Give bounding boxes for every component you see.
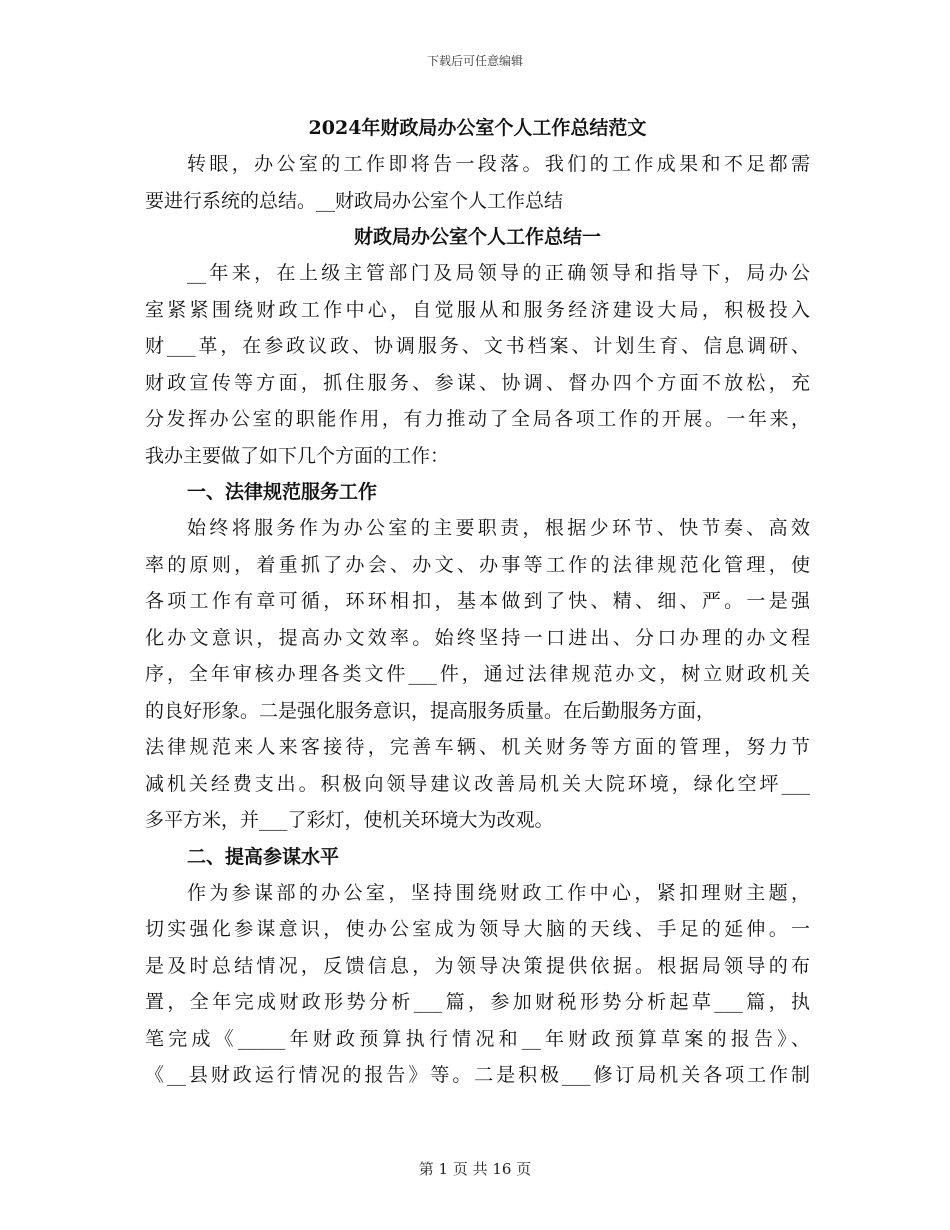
paragraph-line: 财___革，在参政议政、协调服务、文书档案、计划生育、信息调研、: [145, 335, 810, 357]
paragraph-line: 是及时总结情况，反馈信息，为领导决策提供依据。根据局领导的布: [145, 954, 810, 977]
paragraph-line: 法律规范来人来客接待，完善车辆、机关财务等方面的管理，努力节: [145, 736, 810, 758]
document-title: 2024年财政局办公室个人工作总结范文: [308, 117, 647, 139]
page-header-note: 下载后可任意编辑: [426, 54, 523, 68]
section-heading: 一、法律规范服务工作: [187, 481, 378, 503]
intro-line: 要进行系统的总结。__财政局办公室个人工作总结: [145, 189, 564, 212]
paragraph-line: 化办文意识，提高办文效率。始终坚持一口进出、分口办理的办文程: [145, 626, 810, 649]
paragraph-line: 作为参谋部的办公室，坚持围绕财政工作中心，紧扣理财主题，: [187, 881, 810, 904]
paragraph-line: 始终将服务作为办公室的主要职责，根据少环节、快节奏、高效: [187, 517, 810, 539]
paragraph-line: 置，全年完成财政形势分析___篇，参加财税形势分析起草___篇，执: [145, 991, 810, 1013]
paragraph-line: 财政宣传等方面，抓住服务、参谋、协调、督办四个方面不放松，充: [145, 371, 810, 394]
paragraph-line: 的良好形象。二是强化服务意识，提高服务质量。在后勤服务方面，: [145, 699, 716, 722]
paragraph-line: 分发挥办公室的职能作用，有力推动了全局各项工作的开展。一年来，: [145, 408, 810, 430]
paragraph-line: 室紧紧围绕财政工作中心，自觉服从和服务经济建设大局，积极投入: [145, 298, 810, 321]
paragraph-line: 多平方米，并___了彩灯，使机关环境大为改观。: [145, 809, 554, 831]
document-subtitle: 财政局办公室个人工作总结一: [353, 226, 601, 248]
paragraph-line: 率的原则，着重抓了办会、办文、办事等工作的法律规范化管理，使: [145, 553, 810, 576]
paragraph-line: 序，全年审核办理各类文件___件，通过法律规范办文，树立财政机关: [145, 663, 810, 685]
paragraph-line: __年来，在上级主管部门及局领导的正确领导和指导下，局办公: [187, 262, 810, 284]
document-body: [145, 110, 810, 1094]
paragraph-line: 我办主要做了如下几个方面的工作：: [145, 444, 450, 467]
intro-line: 转眼，办公室的工作即将告一段落。我们的工作成果和不足都需: [187, 153, 810, 175]
paragraph-line: 减机关经费支出。积极向领导建议改善局机关大院环境，绿化空坪___: [145, 772, 810, 795]
page-number: 第 1 页 共 16 页: [418, 1160, 532, 1178]
paragraph-line: 《__县财政运行情况的报告》等。二是积极___修订局机关各项工作制: [145, 1064, 810, 1086]
paragraph-line: 切实强化参谋意识，使办公室成为领导大脑的天线、手足的延伸。一: [145, 918, 810, 940]
paragraph-line: 各项工作有章可循，环环相扣，基本做到了快、精、细、严。一是强: [145, 590, 810, 612]
paragraph-line: 笔完成《_____年财政预算执行情况和__年财政预算草案的报告》、: [145, 1027, 810, 1050]
section-heading: 二、提高参谋水平: [187, 845, 340, 868]
